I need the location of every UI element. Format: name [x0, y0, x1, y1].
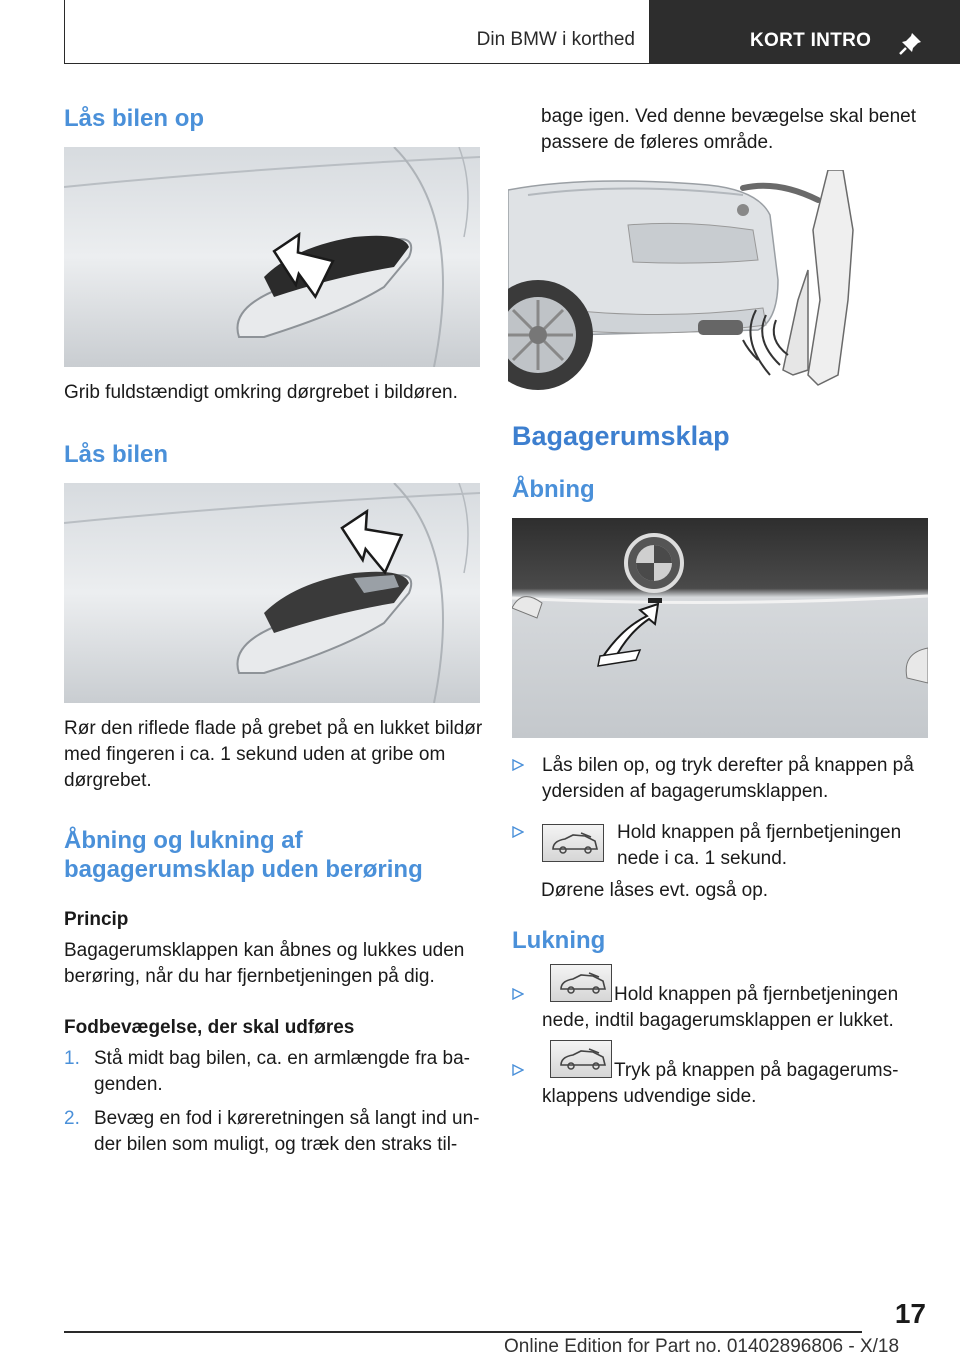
- unlock-text: Grib fuldstændigt omkring dørgrebet i bildøren.: [64, 382, 458, 403]
- step-text-line-2: der bilen som muligt, og træk den straks til-: [94, 1134, 458, 1155]
- footer-edition: Online Edition for Part no. 01402896806 - X/18: [504, 1336, 900, 1357]
- lock-text-line-1: Rør den riflede flade på grebet på en lukket bildør: [64, 718, 483, 739]
- step-number: 1.: [64, 1048, 80, 1069]
- continued-text-line-2: passere de føleres område.: [541, 132, 774, 153]
- nontouch-heading-line-2: bagagerumsklap uden berøring: [64, 856, 423, 883]
- closing-item: [512, 1058, 932, 1110]
- foot-movement-heading: Fodbevægelse, der skal udføres: [64, 1017, 355, 1038]
- bullet-triangle-icon: [512, 826, 524, 838]
- closing-item-line-1: Hold knappen på fjernbetjeningen: [614, 984, 899, 1005]
- foot-movement-image: [508, 170, 863, 390]
- nontouch-heading-line-1: Åbning og lukning af: [64, 827, 303, 854]
- bullet-triangle-icon: [512, 988, 524, 1000]
- footer-divider: [64, 1331, 862, 1333]
- principle-heading: Princip: [64, 909, 129, 930]
- closing-item-line-2: klappens udvendige side.: [542, 1086, 757, 1107]
- opening-heading: Åbning: [512, 476, 595, 503]
- closing-item-line-2: nede, indtil bagagerumsklappen er lukket.: [542, 1010, 894, 1031]
- remote-trunk-button-icon: [542, 824, 604, 862]
- step-item: [64, 1046, 484, 1098]
- trunk-heading: Bagagerumsklap: [512, 421, 730, 451]
- closing-item: [512, 982, 932, 1034]
- header-chapter-box: [650, 0, 960, 64]
- step-number: 2.: [64, 1108, 80, 1129]
- pin-icon: [898, 30, 924, 56]
- section-title: Din BMW i korthed: [476, 29, 635, 50]
- opening-item-line-2: nede i ca. 1 sekund.: [617, 848, 788, 869]
- lock-heading: Lås bilen: [64, 441, 169, 468]
- page-number: 17: [894, 1298, 926, 1329]
- continued-text-line-1: bage igen. Ved denne bevægelse skal benet: [541, 106, 917, 127]
- header-section-box: [64, 0, 650, 64]
- opening-item-line-1: Lås bilen op, og tryk derefter på knappen på: [542, 755, 914, 776]
- opening-item-line-2: ydersiden af bagagerumsklappen.: [542, 781, 829, 802]
- bullet-triangle-icon: [512, 1064, 524, 1076]
- remote-trunk-button-icon: [550, 964, 612, 1002]
- door-handle-lock-image: [64, 483, 480, 703]
- lock-text-line-2: med fingeren i ca. 1 sekund uden at gribe om: [64, 744, 446, 765]
- bullet-triangle-icon: [512, 759, 524, 771]
- chapter-title: KORT INTRO: [750, 30, 872, 51]
- opening-item: [512, 753, 932, 805]
- remote-trunk-button-icon: [550, 1040, 612, 1078]
- lock-text-line-3: dørgrebet.: [64, 770, 152, 791]
- closing-heading: Lukning: [512, 927, 606, 954]
- principle-text-line-1: Bagagerumsklappen kan åbnes og lukkes uden: [64, 940, 465, 961]
- opening-item: [512, 820, 932, 872]
- opening-item-line-1: Hold knappen på fjernbetjeningen: [617, 822, 902, 843]
- step-text-line-1: Bevæg en fod i køreretningen så langt ind un-: [94, 1108, 480, 1129]
- unlock-heading: Lås bilen op: [64, 105, 205, 132]
- trunk-button-image: [512, 518, 928, 738]
- step-text-line-2: genden.: [94, 1074, 163, 1095]
- closing-item-line-1: Tryk på knappen på bagagerums-: [614, 1060, 899, 1081]
- step-text-line-1: Stå midt bag bilen, ca. en armlængde fra ba-: [94, 1048, 470, 1069]
- principle-text-line-2: berøring, når du har fjernbetjeningen på dig.: [64, 966, 435, 987]
- step-item: [64, 1106, 484, 1158]
- door-handle-unlock-image: [64, 147, 480, 367]
- opening-note: Dørene låses evt. også op.: [541, 880, 769, 901]
